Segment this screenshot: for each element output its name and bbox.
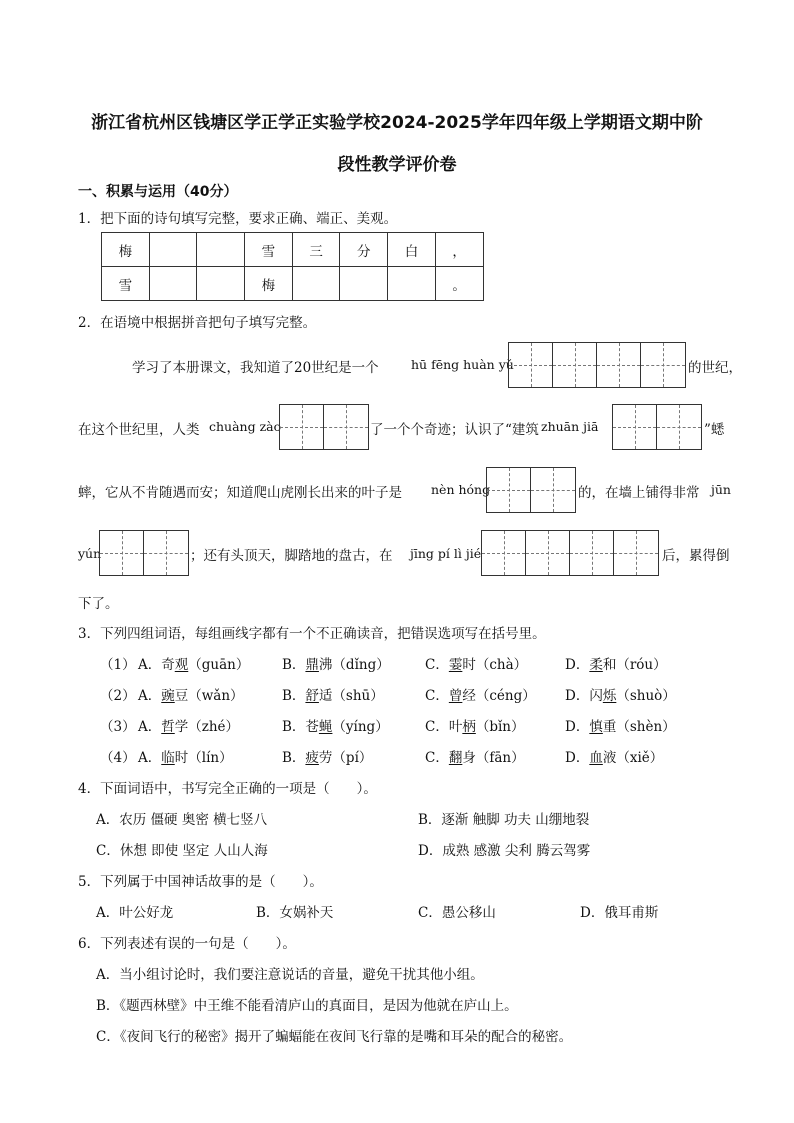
question-5-stem: 5．下列属于中国神话故事的是（ ）。 [78,874,323,890]
grid-cell[interactable] [324,405,368,449]
poem-cell[interactable]: 梅 [245,267,293,301]
q2-line2-mid: 了一个个奇迹；认识了“建筑 [370,422,539,438]
page-title-line2: 段性教学评价卷 [337,155,457,175]
poem-cell[interactable] [197,267,245,301]
q3-option[interactable]: A．哲学（zhé） [138,719,240,735]
q3-option[interactable]: D．闪烁（shuò） [565,688,676,704]
poem-cell[interactable] [197,233,245,267]
poem-cell[interactable]: 梅 [102,233,150,267]
pinyin-prompt: hū fēng huàn yǔ [411,357,514,372]
poem-cell[interactable] [292,267,340,301]
question-4-stem: 4．下面词语中，书写完全正确的一项是（ ）。 [78,781,377,797]
q5-option-a[interactable]: A．叶公好龙 [96,905,174,921]
q3-option[interactable]: C．曾经（céng） [425,688,536,704]
grid-cell[interactable] [657,405,701,449]
q5-option-d[interactable]: D．俄耳甫斯 [580,905,659,921]
answer-grid-2[interactable] [279,404,369,450]
grid-cell[interactable] [482,531,526,575]
poem-cell[interactable] [388,267,436,301]
pinyin-prompt: jīng pí lì jié [410,546,482,561]
poem-cell[interactable] [340,267,388,301]
q3-group-number: （2） [100,688,136,704]
answer-grid-2[interactable] [99,530,189,576]
q4-option-c[interactable]: C．休想 即使 坚定 人山人海 [96,843,268,859]
poem-cell[interactable]: 雪 [245,233,293,267]
grid-cell[interactable] [597,343,641,387]
q3-option[interactable]: A．豌豆（wǎn） [138,688,244,704]
answer-grid-4[interactable] [508,342,686,388]
poem-cell[interactable]: 分 [340,233,388,267]
pinyin-prompt: yún [78,546,102,561]
q4-option-d[interactable]: D．成熟 感激 尖利 腾云驾雾 [418,843,591,859]
q2-line4-mid: ；还有头顶天，脚踏地的盘古，在 [190,548,393,564]
poem-row-1 [102,233,484,267]
q4-option-a[interactable]: A．农历 僵硬 奥密 横七竖八 [96,812,268,828]
q3-group-number: （1） [100,657,136,673]
q5-option-b[interactable]: B．女娲补天 [256,905,334,921]
question-6-stem: 6．下列表述有误的一句是（ ）。 [78,936,296,952]
q6-option-c[interactable]: C．《夜间飞行的秘密》揭开了蝙蝠能在夜间飞行靠的是嘴和耳朵的配合的秘密。 [96,1029,573,1045]
question-3-stem: 3．下列四组词语，每组画线字都有一个不正确读音，把错误选项写在括号里。 [78,626,546,642]
q2-line1-text: 学习了本册课文，我知道了20世纪是一个 [132,360,379,376]
answer-grid-4[interactable] [481,530,659,576]
grid-cell[interactable] [614,531,658,575]
q3-option[interactable]: D．慎重（shèn） [565,719,676,735]
q3-option[interactable]: A．临时（lín） [138,750,233,766]
q3-option[interactable]: B．疲劳（pí） [282,750,373,766]
answer-grid-2[interactable] [612,404,702,450]
q3-option[interactable]: C．翻身（fān） [425,750,525,766]
q2-line5: 下了。 [78,596,119,612]
poem-cell[interactable] [149,267,197,301]
grid-cell[interactable] [509,343,553,387]
q3-option[interactable]: D．血液（xiě） [565,750,664,766]
q3-option[interactable]: D．柔和（róu） [565,657,667,673]
q6-option-a[interactable]: A．当小组讨论时，我们要注意说话的音量，避免干扰其他小组。 [96,967,484,983]
grid-cell[interactable] [570,531,614,575]
pinyin-prompt: zhuān jiā [541,419,599,434]
q3-option[interactable]: C．霎时（chà） [425,657,528,673]
grid-cell[interactable] [144,531,188,575]
grid-cell[interactable] [613,405,657,449]
q3-option[interactable]: C．叶柄（bǐn） [425,719,525,735]
q2-line3-text: 蟀，它从不肯随遇而安；知道爬山虎刚长出来的叶子是 [78,485,402,501]
q2-line3-mid: 的，在墙上铺得非常 [578,485,700,501]
question-2-stem: 2．在语境中根据拼音把句子填写完整。 [78,315,317,331]
pinyin-prompt: chuàng zào [209,419,282,434]
q2-line4-tail: 后，累得倒 [662,548,730,564]
q6-option-b[interactable]: B．《题西林壁》中王维不能看清庐山的真面目，是因为他就在庐山上。 [96,998,518,1014]
grid-cell[interactable] [526,531,570,575]
section-heading: 一、积累与运用（40分） [78,184,238,200]
poem-table [101,232,484,301]
grid-cell[interactable] [487,468,531,512]
question-1-stem: 1．把下面的诗句填写完整，要求正确、端正、美观。 [78,211,398,227]
q3-option[interactable]: B．苍蝇（yíng） [282,719,389,735]
pinyin-prompt: jūn [711,482,731,497]
q2-line2-tail: ”蟋 [704,422,725,438]
q3-option[interactable]: B．舒适（shū） [282,688,384,704]
q3-option[interactable]: A．奇观（guān） [138,657,250,673]
q2-line2-text: 在这个世纪里，人类 [78,422,200,438]
grid-cell[interactable] [641,343,685,387]
q3-group-number: （3） [100,719,136,735]
q2-line1-tail: 的世纪， [688,360,742,376]
poem-row-2 [102,267,484,301]
grid-cell[interactable] [280,405,324,449]
grid-cell[interactable] [553,343,597,387]
grid-cell[interactable] [531,468,575,512]
poem-cell[interactable]: 三 [292,233,340,267]
poem-cell[interactable] [149,233,197,267]
poem-cell[interactable]: 白 [388,233,436,267]
q3-group-number: （4） [100,750,136,766]
page-title: 浙江省杭州区钱塘区学正学正实验学校2024-2025学年四年级上学期语文期中阶 [91,113,703,133]
q3-option[interactable]: B．鼎沸（dǐng） [282,657,390,673]
pinyin-prompt: nèn hóng [431,482,491,497]
grid-cell[interactable] [100,531,144,575]
answer-grid-2[interactable] [486,467,576,513]
poem-cell[interactable]: 雪 [102,267,150,301]
poem-cell[interactable]: 。 [435,267,483,301]
q5-option-c[interactable]: C．愚公移山 [418,905,496,921]
poem-cell[interactable]: ， [435,233,483,267]
q4-option-b[interactable]: B．逐渐 触脚 功夫 山绷地裂 [418,812,590,828]
